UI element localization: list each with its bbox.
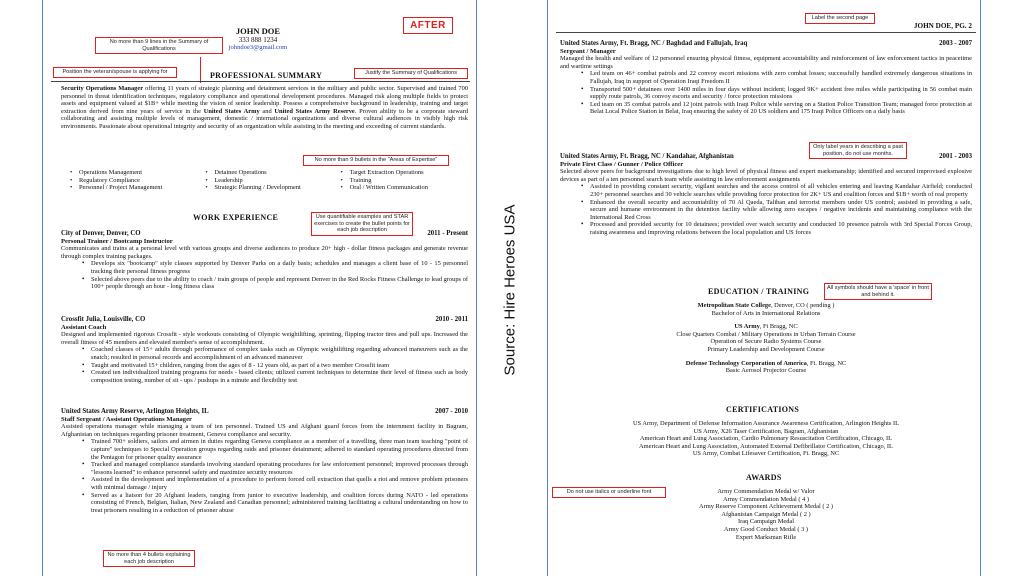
job-org: City of Denver, Denver, CO bbox=[61, 230, 141, 237]
note-justify: Justify the Summary of Qualifications bbox=[354, 68, 468, 79]
note-italics: Do not use italics or underline font bbox=[552, 487, 666, 498]
job-title: Private First Class / Gunner / Police Officer bbox=[560, 160, 684, 168]
school-detail: Basic Aerosol Projector Course bbox=[725, 367, 807, 375]
job-bullet: • Selected above peers due to the ability to coach / train groups of people and represent Denver in the Red Rocks Fitness Challenge to lead groups of 100+ people through an hour - long fitness class bbox=[79, 276, 468, 291]
job-bullet: • Created ten individualized training programs for needs - based clients; utilized current techniques to determine their level of fitness such as body composition testing, number of sit - ups / pushups in a minute and flexibility test bbox=[79, 369, 468, 384]
job-org: Crossfit Julia, Louisville, CO bbox=[61, 316, 146, 323]
summary-paragraph: Security Operations Manager offering 11 years of strategic planning and detainment services in the military and public sector. Supervised and trained 700 personnel in threat identification techniques, regulatory compliance and operational development procedures. Managed risk along multiple fields to protect assets and equipment valued at $1B+ while meeting the vision of senior leadership. Possess a comprehensive background in leadership, training and target extraction derived from nine years of service in the United States Army and United States Army Reserve. Proven ability to be a corporate steward collaborating and assisting multiple levels of management, domestic / international organizations and diverse cultural audiences in visibly high risk environments. Passionate about operational integrity and security of an organization while assisting in the meeting and exceeding of current standards. bbox=[61, 85, 469, 130]
note-label-page: Label the second page bbox=[805, 13, 875, 24]
award-item: Afghanistan Campaign Medal ( 2 ) bbox=[721, 510, 811, 518]
job-bullet: • Tracked and managed compliance standards involving standard operating procedures for law enforcement personnel; improved processes through "lessons learned" to enhance personnel safety and maximize security resources bbox=[79, 461, 468, 476]
job-bullet: • Trained 700+ soldiers, sailors and airmen in duties regarding Geneva compliance as a member of a travelling, three man team teaching "point of capture" techniques to Special Operation groups regarding raids and prisoner detainment; adhered to standard operating procedures directed from the Pentagon for prisoner quality assurance bbox=[79, 438, 468, 461]
job-title: Staff Sergeant / Assistant Operations Manager bbox=[61, 415, 192, 423]
awards-list bbox=[608, 488, 924, 541]
expertise-item: • Strategic Planning / Development bbox=[202, 184, 331, 192]
job-dates: 2011 - Present bbox=[427, 230, 468, 237]
note-summary-lines: No more than 9 lines in the Summary of Qualifications bbox=[95, 37, 223, 54]
source-caption: Source: Hire Heroes USA bbox=[501, 204, 519, 376]
job-bullet: • Assisted in the development and implementation of a procedure to perform forced cell extraction that quells a riot and remove problem prisoners with minimal damage / injury bbox=[79, 476, 468, 491]
email-link[interactable]: johndoe3@gmail.com bbox=[228, 44, 288, 51]
certifications-list bbox=[562, 420, 970, 458]
job-desc: Communicates and trains at a personal level with various groups and diverse audiences to produce 20+ high - dollar fitness packages and generate revenue through complex training packages. bbox=[61, 245, 468, 260]
cert-item: American Heart and Lung Association, Automated External Defibrillator Certification, Chicago, IL bbox=[639, 442, 893, 450]
award-item: Army Commendation Medal w/ Valor bbox=[717, 488, 815, 495]
award-item: Army Reserve Component Achievement Medal ( 2 ) bbox=[699, 503, 833, 511]
job-bullet: • Transported 500+ detainees over 1400 miles in four days without incident; logged 9K+ accident free miles while participating in 56 combat main supply route patrols, 36 convoy escorts and security / force protection missions bbox=[578, 86, 972, 101]
expertise-item: • Training bbox=[338, 177, 467, 185]
job-bullet: • Taught and motivated 15+ children, ranging from the ages of 8 - 12 years old, as part of a two member Crossfit team bbox=[79, 362, 468, 370]
award-item: Expert Marksman Rifle bbox=[735, 533, 797, 541]
job-desc: Designed and implemented rigorous Crossfit - style workouts consisting of Olympic weightlifting, sprinting, flipping tractor tires and pull ups. Increased the overall fitness of 45 members and elevated member's sense of accomplishment. bbox=[61, 331, 468, 346]
school-entry: US Army, Ft Bragg, NC bbox=[734, 323, 798, 331]
cert-item: American Heart and Lung Association, Cardio Pulmonary Resuscitation Certification, Chicago, IL bbox=[639, 435, 893, 443]
job-dates: 2007 - 2010 bbox=[435, 408, 468, 415]
job-bullet: • Enhanced the overall security and accountability of 70 Al Qaeda, Taliban and terrorist members under US control; assisted in providing a safe, secure and humane environment in the detention facility while allowing zero escapes / negative incidents and maintaining compliance with the International Red Cross bbox=[578, 199, 972, 222]
job-dates: 2003 - 2007 bbox=[939, 40, 972, 47]
job-title: Sergeant / Manager bbox=[560, 47, 616, 55]
expertise-item: • Target Extraction Operations bbox=[338, 169, 467, 177]
job-bullet: • Coached classes of 15+ adults through performance of complex tasks such as Olympic weightlifting regarding advanced maneuvers such as the snatch; resulted in personal records and accomplishment of an advanced maneuver bbox=[79, 346, 468, 361]
award-item: Army Good Conduct Medal ( 3 ) bbox=[723, 525, 809, 533]
job-entry bbox=[61, 316, 468, 384]
education-list bbox=[568, 302, 964, 375]
job-dates: 2001 - 2003 bbox=[939, 153, 972, 160]
school-detail: Bachelor of Arts in International Relations bbox=[711, 309, 821, 317]
expertise-item: • Operations Management bbox=[67, 169, 196, 177]
cert-item: US Army, Combat Lifesaver Certification, Ft. Bragg, NC bbox=[692, 450, 840, 458]
divider bbox=[51, 81, 470, 82]
note-quant: Use quantifiable examples and STAR exercises to create the bullet points for each job description bbox=[311, 212, 413, 236]
job-org: United States Army Reserve, Arlington Heights, IL bbox=[61, 408, 209, 415]
work-heading: WORK EXPERIENCE bbox=[193, 213, 279, 222]
school-detail: Primary Leadership and Development Course bbox=[707, 345, 825, 353]
award-item: Iraq Campaign Medal bbox=[737, 518, 795, 526]
certifications-heading: CERTIFICATIONS bbox=[726, 405, 800, 414]
school-detail: Close Quarters Combat / Military Operations in Urban Terrain Course bbox=[676, 330, 856, 338]
candidate-name: JOHN DOE bbox=[235, 26, 281, 36]
job-org: United States Army, Ft. Bragg, NC / Baghdad and Fallujah, Iraq bbox=[560, 40, 748, 47]
divider bbox=[556, 32, 976, 33]
cert-item: US Army, X26 Taser Certification, Bagram, Afghanistan bbox=[693, 427, 839, 435]
note-space: All symbols should have a 'space' in front and behind it. bbox=[824, 283, 932, 300]
note-years: Only label years in describing a past position, do not use months. bbox=[809, 142, 907, 159]
summary-lead: Security Operations Manager bbox=[61, 85, 144, 92]
note-position: Position the veteran/spouse is applying for bbox=[53, 67, 177, 78]
note-arrow bbox=[200, 57, 201, 83]
job-desc: Assisted operations manager while managing a team of ten personnel. Trained US and Afghani guard forces from the internment facility in Bagram, Afghanistan on techniques regarding prisoner treatment, Geneva compliance and security. bbox=[61, 423, 468, 438]
school-entry: Defense Technology Corporation of America, Ft. Bragg, NC bbox=[685, 359, 847, 367]
expertise-item: • Detainee Operations bbox=[202, 169, 331, 177]
expertise-item: • Personnel / Project Management bbox=[67, 184, 196, 192]
note-areas: No more than 9 bullets in the "Areas of Expertise" bbox=[303, 155, 449, 166]
school-entry: Metropolitan State College, Denver, CO ( pending ) bbox=[697, 302, 835, 309]
school-detail: Operation of Secure Radio Systems Course bbox=[710, 338, 822, 346]
cert-item: US Army, Department of Defense Information Assurance Awareness Certification, Arlington Heights IL bbox=[632, 420, 900, 427]
job-entry bbox=[61, 408, 468, 514]
job-org: United States Army, Ft. Bragg, NC / Kandahar, Afghanistan bbox=[560, 153, 734, 160]
job-bullet: • Led team on 46+ combat patrols and 22 convoy escort missions with zero combat losses; successfully handled extremely dangerous situations in Fallujah, Iraq in support of Operation Iraqi Freedom II bbox=[578, 70, 972, 85]
job-bullet: • Led team on 35 combat patrols and 12 joint patrols with Iraqi Police while serving on a Station Police Transition Team; managed force protection at Belat Local Police Station in Belat, Iraq ensuring the safety of 20 US soldiers and 175 Iraqi Police Officers on a daily basis bbox=[578, 101, 972, 116]
job-title: Personal Trainer / Bootcamp Instructor bbox=[61, 237, 173, 245]
resume-page-2 bbox=[547, 0, 981, 576]
job-bullet: • Processed and provided security for 10 detainees; provided over watch security and conducted 10 presence patrols with 3rd Special Forces Group, raising awareness and improving relations between the local population and US forces bbox=[578, 221, 972, 236]
job-dates: 2010 - 2011 bbox=[435, 316, 468, 323]
expertise-item: • Regulatory Compliance bbox=[67, 177, 196, 185]
job-bullet: • Assisted in providing constant security, vigilant searches and the access control of all vehicles entering and leaving Kandahar Airfield; conducted 230+ personnel searches and 30 vehicle searches while providing force protection for 2K+ US and coalition forces and $1B+ worth of real property bbox=[578, 183, 972, 198]
job-entry bbox=[61, 230, 468, 291]
summary-heading: PROFESSIONAL SUMMARY bbox=[210, 71, 323, 80]
awards-heading: AWARDS bbox=[746, 473, 782, 482]
job-title: Assistant Coach bbox=[61, 323, 107, 331]
job-entry bbox=[560, 40, 972, 116]
note-bullets-limit: No more than 4 bullets explaining each job description bbox=[103, 550, 195, 567]
job-desc: Selected above peers for background investigations due to high level of physical fitness and expert marksmanship; identified and secured improvised explosive devices as part of a ten personnel search team while assisting in law enforcement assignments bbox=[560, 168, 972, 183]
job-bullet: • Served as a liaison for 20 Afghani leaders, ranging from junior to executive leadership, and coalition forces during NATO - led operations consisting of French, Belgian, Italian, New Zealand and Canadian personnel; administered training facilitating a cultural understanding on how to treat prisoners resulting in a reduction of prisoner abuse bbox=[79, 492, 468, 515]
page-header: JOHN DOE, PG. 2 bbox=[913, 22, 972, 30]
job-entry bbox=[560, 153, 972, 237]
expertise-item: • Leadership bbox=[202, 177, 331, 185]
areas-of-expertise bbox=[67, 169, 467, 192]
job-desc: Managed the health and welfare of 12 personnel ensuring physical fitness, equipment accountability and reinforcement of law enforcement tactics in peacetime and wartime settings bbox=[560, 55, 972, 70]
after-label: AFTER bbox=[403, 17, 453, 34]
job-bullet: • Develops six "bootcamp" style classes supported by Denver Parks on a daily basis; schedules and manages a client base of 10 - 15 personnel tracking their personal fitness progress bbox=[79, 260, 468, 275]
phone-number: 333 888 1234 bbox=[238, 36, 278, 44]
expertise-item: • Oral / Written Communication bbox=[338, 184, 467, 192]
education-heading: EDUCATION / TRAINING bbox=[708, 287, 810, 296]
resume-page-1 bbox=[42, 0, 477, 576]
award-item: Army Commendation Medal ( 4 ) bbox=[722, 495, 810, 503]
